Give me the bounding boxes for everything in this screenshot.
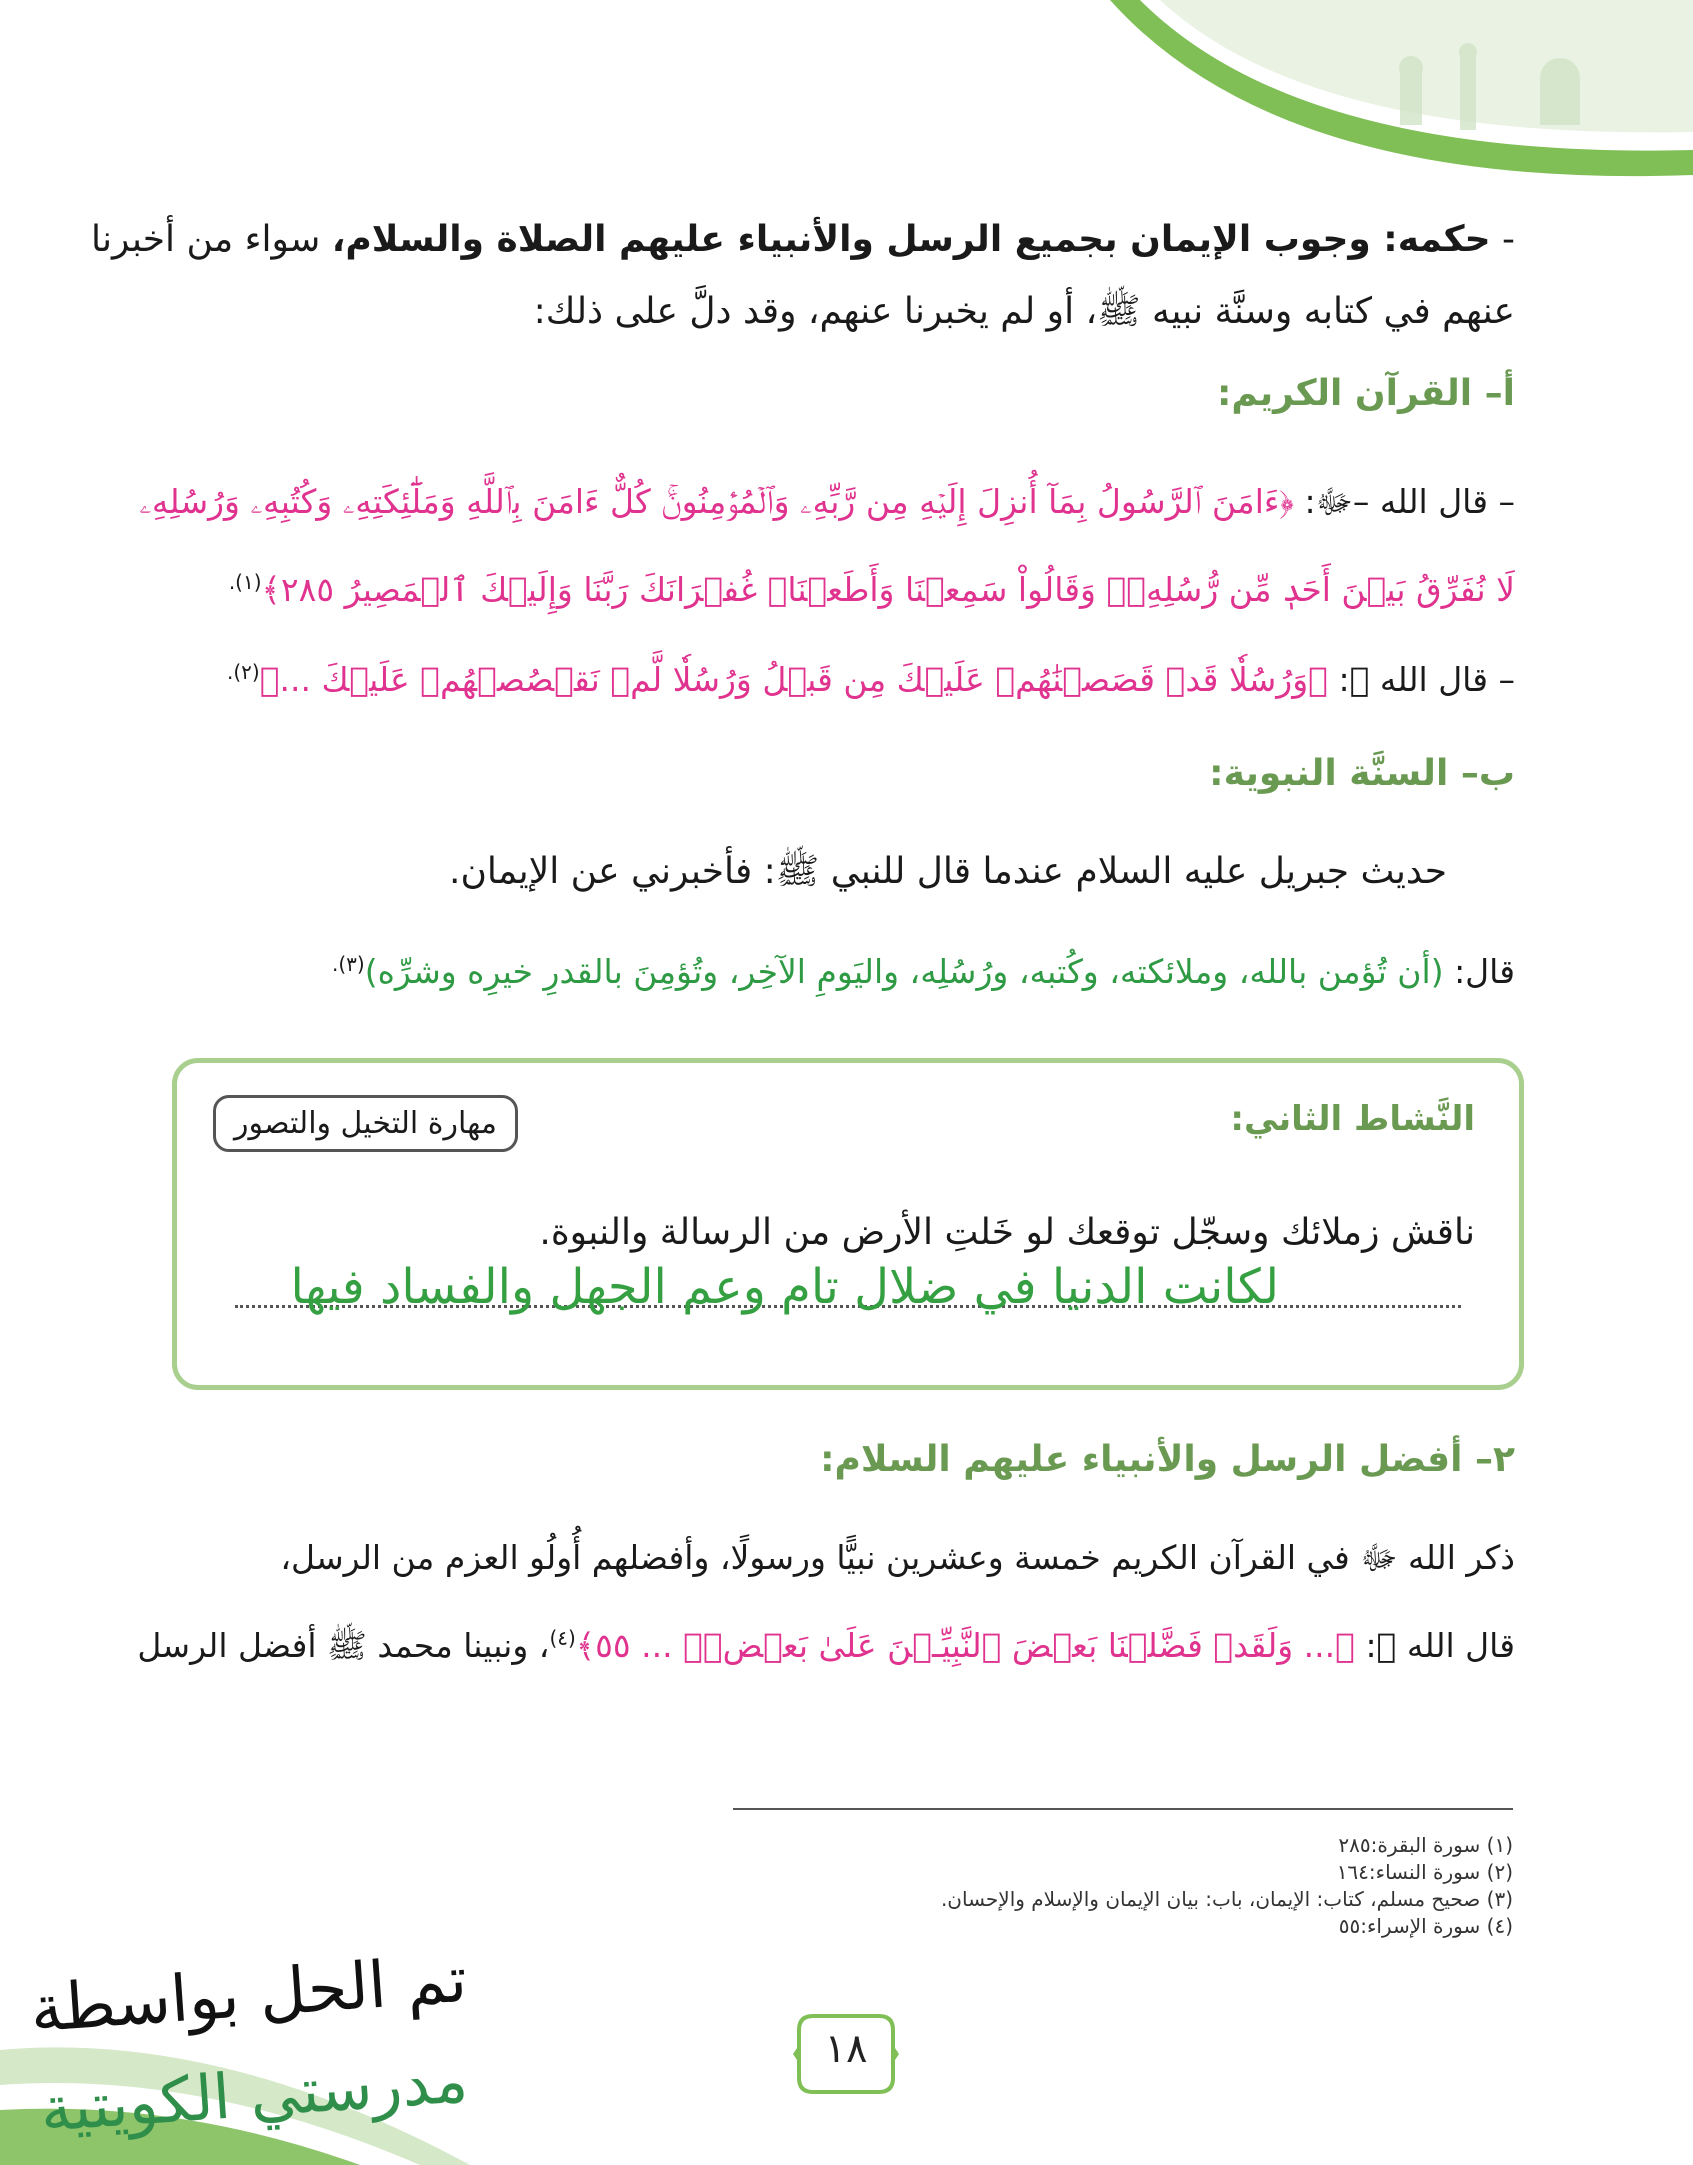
activity-title: النَّشاط الثاني: <box>1230 1099 1475 1139</box>
verse-1-line-2 <box>115 558 1515 614</box>
ruling-line-2 <box>215 288 1515 336</box>
footnote-3: (٣) صحيح مسلم، كتاب: الإيمان، باب: بيان الإيمان والإسلام والإحسان. <box>940 1887 1513 1911</box>
footnotes <box>833 1832 1513 1940</box>
activity-box <box>172 1058 1524 1390</box>
page-number-badge <box>793 2012 899 2096</box>
section-a-heading: أ– القرآن الكريم: <box>1217 373 1515 414</box>
bullet-dash: - <box>1502 219 1515 260</box>
skill-badge: مهارة التخيل والتصور <box>213 1095 518 1152</box>
ruling-rest: سواء من أخبرنا <box>91 219 321 260</box>
ruling-lead: حكمه: وجوب الإيمان بجميع الرسل والأنبياء عليهم الصلاة والسلام، <box>331 219 1491 260</box>
activity-prompt: ناقش زملائك وسجّل توقعك لو خَلتِ الأرض من الرسالة والنبوة. <box>539 1212 1475 1253</box>
section-2-para-line-1: ذكر الله ﷻ في القرآن الكريم خمسة وعشرين نبيًّا ورسولًا، وأفضلهم أُولُو العزم من الرسل، <box>280 1538 1515 1577</box>
hadith-intro: حديث جبريل عليه السلام عندما قال للنبي ﷺ: فأخبرني عن الإيمان. <box>449 851 1447 892</box>
footnote-4: (٤) سورة الإسراء:٥٥ <box>1338 1914 1513 1938</box>
handwritten-answer: لكانت الدنيا في ضلال تام وعم الجهل والفساد فيها <box>290 1259 1279 1315</box>
footnote-1: (١) سورة البقرة:٢٨٥ <box>1338 1833 1513 1857</box>
header-ornament <box>1100 0 1693 185</box>
verse-2-text: ﴿وَرُسُلٗا قَدۡ قَصَصۡنَٰهُمۡ عَلَيۡكَ مِن قَبۡلُ وَرُسُلٗا لَّمۡ نَقۡصُصۡهُمۡ عَلَيۡكَ ...﴾ <box>259 660 1328 699</box>
footnote-ref-4: (٤) <box>549 1626 576 1650</box>
verse-1-line-1 <box>115 478 1515 526</box>
verse-1-text-a: ﴿ءَامَنَ ٱلرَّسُولُ بِمَآ أُنزِلَ إِلَيۡهِ مِن رَّبِّهِۦ وَٱلۡمُؤۡمِنُونَۚ كُلٌّ ءَامَنَ بِٱللَّهِ وَمَلَٰٓئِكَتِهِۦ وَكُتُبِهِۦ وَرُسُلِهِۦ <box>139 482 1295 521</box>
section-2-para-line-2 <box>115 1614 1515 1670</box>
verse-4-text: ﴿... وَلَقَدۡ فَضَّلۡنَا بَعۡضَ ٱلنَّبِيِّـۧنَ عَلَىٰ بَعۡضٖۖ ... ٥٥﴾ <box>575 1626 1355 1665</box>
page-number: ١٨ <box>824 2026 868 2072</box>
section-b-heading: ب– السنَّة النبوية: <box>1209 753 1515 794</box>
hadith-line <box>115 940 1515 996</box>
verse-1-intro: – قال الله –ﷻ: <box>1294 482 1515 521</box>
footnote-ref-2: (٢). <box>226 660 260 684</box>
hadith-said: قال: <box>1443 952 1515 991</box>
footnote-2: (٢) سورة النساء:١٦٤ <box>1336 1860 1513 1884</box>
skill-pill-wrap <box>213 1095 518 1152</box>
verse-2-intro: – قال الله ﷻ: <box>1327 660 1515 699</box>
footnote-rule <box>733 1808 1513 1810</box>
ruling-line-1 <box>91 216 1515 264</box>
section-2-rest: ، ونبينا محمد ﷺ أفضل الرسل <box>137 1626 550 1665</box>
footnote-ref-1: (١). <box>228 570 262 594</box>
ruling-line-2-text: عنهم في كتابه وسنَّة نبيه ﷺ، أو لم يخبرنا عنهم، وقد دلَّ على ذلك: <box>533 291 1515 332</box>
footnote-ref-3: (٣). <box>332 952 365 976</box>
signature-line-1: تم الحل بواسطة <box>27 1942 470 2048</box>
section-2-heading: ٢– أفضل الرسل والأنبياء عليهم السلام: <box>820 1439 1515 1480</box>
signature-line-2: مدرستي الكويتية <box>37 2043 471 2146</box>
verse-1-text-b: لَا نُفَرِّقُ بَيۡنَ أَحَدٖ مِّن رُّسُلِهِۦۚ وَقَالُواْ سَمِعۡنَا وَأَطَعۡنَاۖ غُفۡرَانَكَ رَبَّنَا وَإِلَيۡكَ ٱلۡمَصِيرُ ٢٨٥﴾ <box>261 570 1515 609</box>
hadith-text: (أن تُؤمن بالله، وملائكته، وكُتبه، ورُسُلِه، واليَومِ الآخِر، وتُؤمِنَ بالقدرِ خيرِه وشرِّه) <box>364 952 1444 991</box>
verse-2 <box>115 648 1515 704</box>
verse-4-intro: قال الله ﷻ: <box>1354 1626 1515 1665</box>
